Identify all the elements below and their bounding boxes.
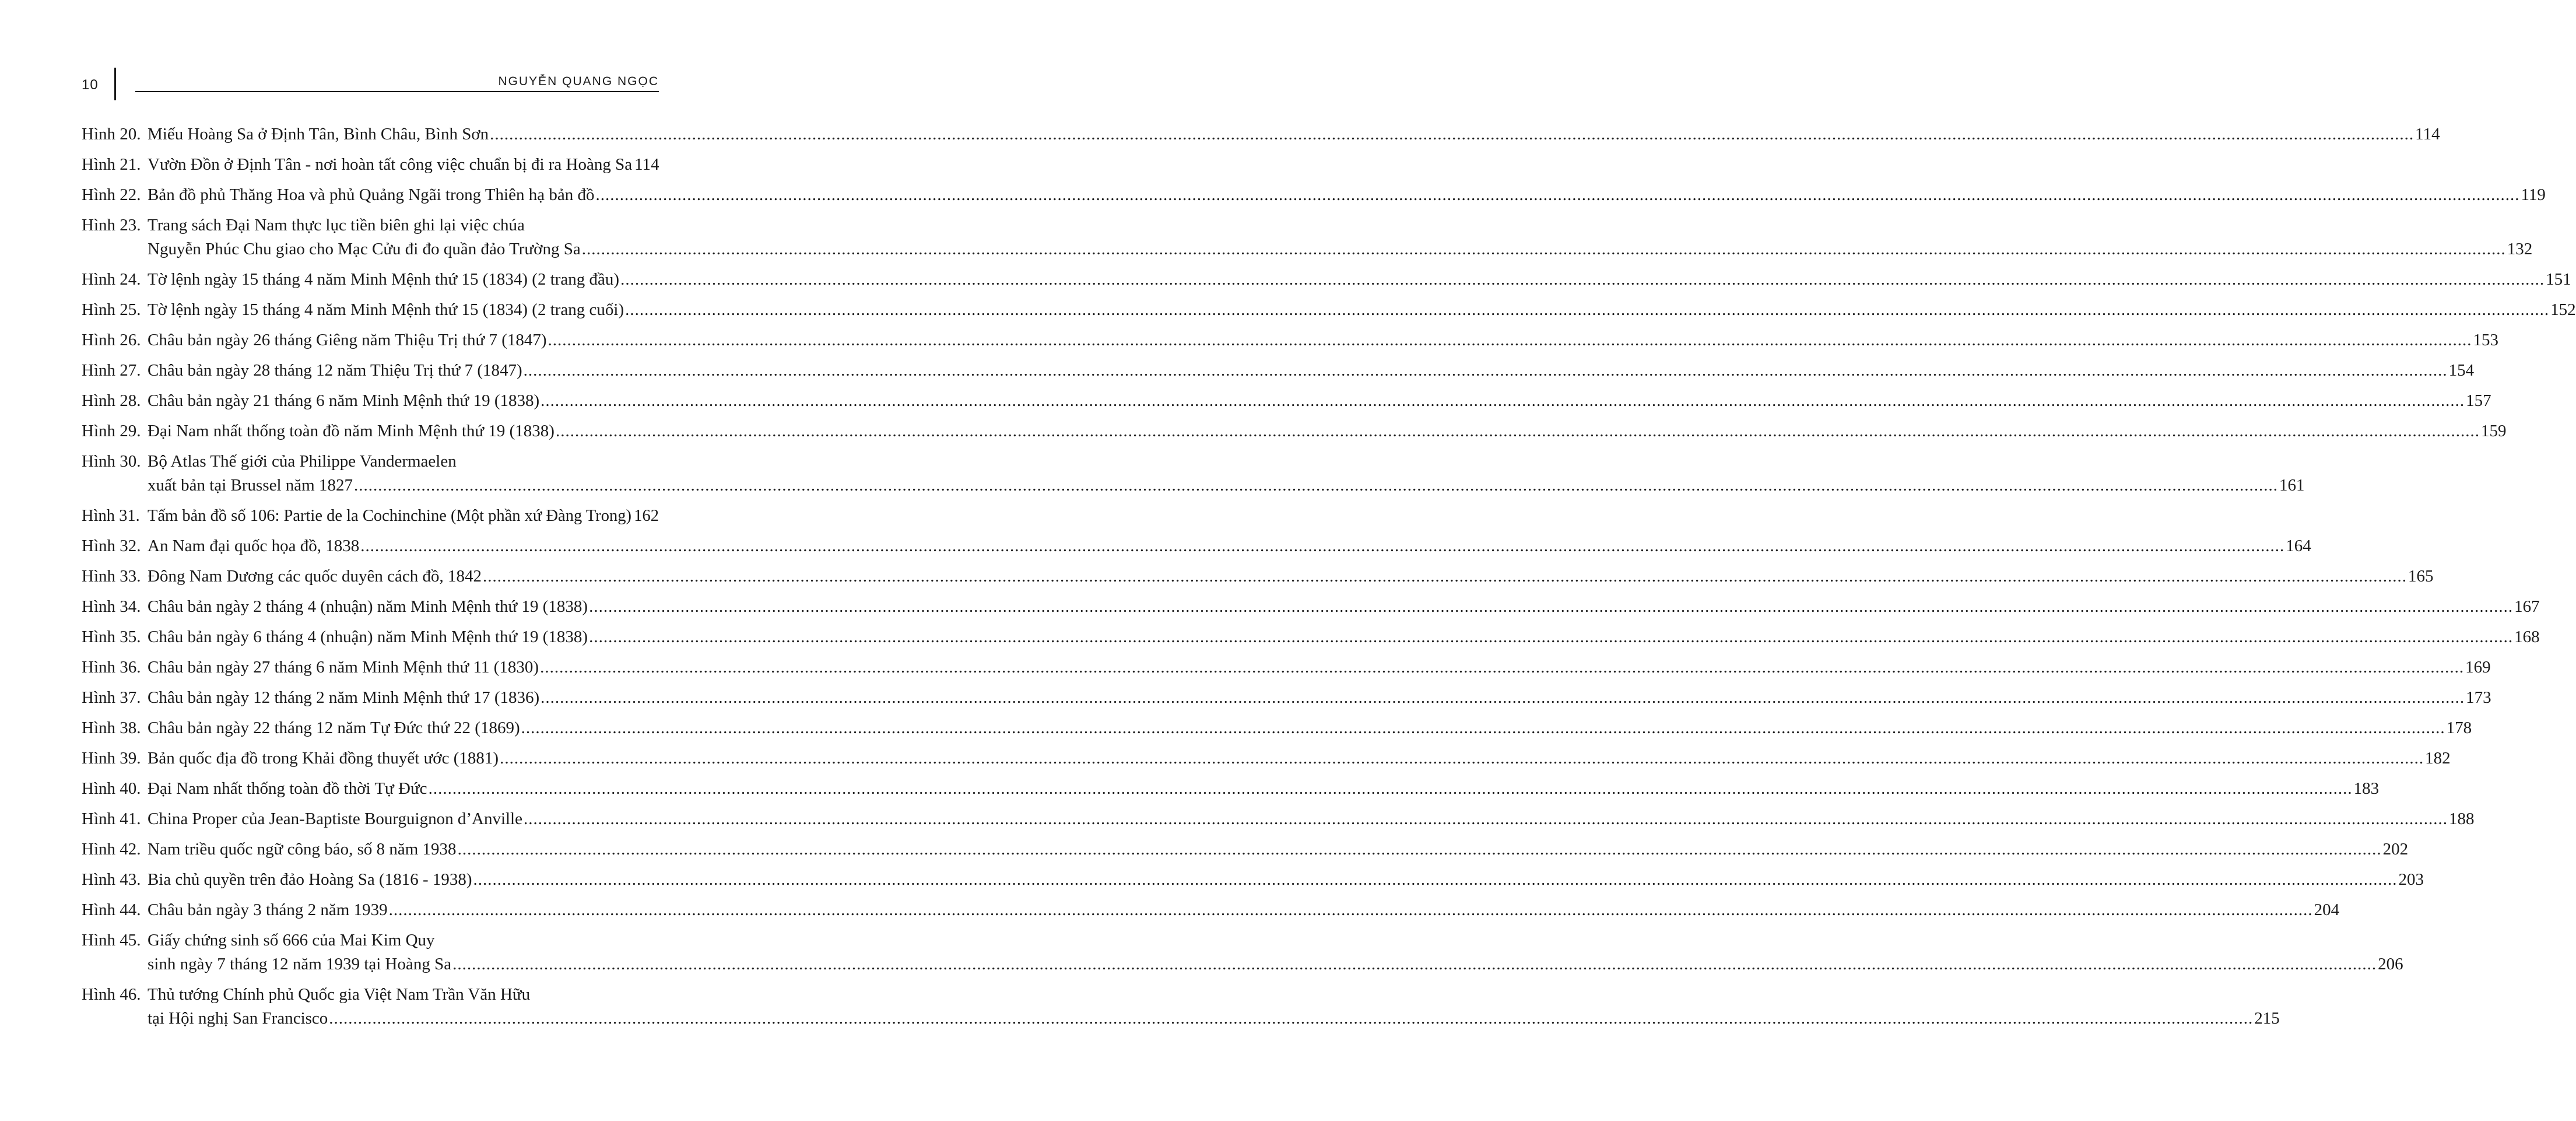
figure-entry-line: [82, 328, 2499, 352]
figure-entry: [82, 183, 2546, 207]
figure-entry: [82, 389, 2491, 413]
figure-label: Hình 25.: [82, 300, 141, 319]
figure-label: Hình 39.: [82, 749, 141, 768]
figure-entry: [82, 153, 659, 177]
figure-label: Hình 40.: [82, 779, 141, 798]
figure-title: Trang sách Đại Nam thực lục tiền biên ghi lại việc chúa: [148, 216, 525, 234]
figure-entry-line: [82, 122, 2440, 146]
figure-entry-line: [82, 298, 2576, 322]
figure-entry: [82, 504, 659, 528]
figure-page-number: 152: [2550, 300, 2576, 319]
figure-entry-line: [82, 450, 659, 474]
figure-entry-line: [82, 213, 659, 237]
header-horizontal-rule: [135, 91, 659, 92]
leader-dots: ................................................................................................................................................................................................................................................................................................................................................................................................................: [483, 567, 2407, 586]
figure-entry-line: [82, 504, 659, 528]
figure-page-number: 154: [2448, 361, 2475, 380]
figure-entry: [82, 534, 2311, 558]
figure-page-number: 182: [2425, 749, 2451, 768]
leader-dots: ................................................................................................................................................................................................................................................................................................................................................................................................................: [353, 476, 2278, 495]
figure-title: Bia chủ quyền trên đảo Hoàng Sa (1816 - 1938): [148, 870, 472, 889]
figure-label: Hình 24.: [82, 270, 141, 289]
figure-label: Hình 30.: [82, 452, 141, 471]
header-vertical-rule: [114, 68, 116, 100]
figure-title: Châu bản ngày 27 tháng 6 năm Minh Mệnh thứ 11 (1830): [148, 658, 539, 677]
figure-entry: [82, 359, 2475, 383]
figure-title: Miếu Hoàng Sa ở Định Tân, Bình Châu, Bình Sơn: [148, 125, 489, 143]
figure-page-number: 114: [2415, 125, 2440, 143]
figure-title: Châu bản ngày 21 tháng 6 năm Minh Mệnh thứ 19 (1838): [148, 391, 540, 410]
figure-entry-line: [82, 868, 2424, 892]
figure-title: Đại Nam nhất thống toàn đồ năm Minh Mệnh thứ 19 (1838): [148, 422, 554, 440]
figure-entry-line: [82, 952, 2403, 976]
figure-entry: [82, 213, 2533, 261]
figure-page-number: 204: [2314, 901, 2340, 919]
figure-title: Vườn Đồn ở Định Tân - nơi hoàn tất công việc chuẩn bị đi ra Hoàng Sa: [148, 155, 633, 174]
leader-dots: ................................................................................................................................................................................................................................................................................................................................................................................................................: [523, 361, 2448, 380]
leader-dots: ................................................................................................................................................................................................................................................................................................................................................................................................................: [457, 840, 2382, 859]
figure-entry: [82, 898, 2340, 922]
figure-entry-line: [82, 183, 2546, 207]
figure-label: Hình 34.: [82, 597, 141, 616]
leader-dots: ................................................................................................................................................................................................................................................................................................................................................................................................................: [500, 749, 2424, 768]
figure-entry-line: [82, 656, 2491, 679]
figure-title: Đông Nam Dương các quốc duyên cách đồ, 1842: [148, 567, 482, 586]
leader-dots: ................................................................................................................................................................................................................................................................................................................................................................................................................: [555, 422, 2480, 440]
figure-label: Hình 26.: [82, 331, 141, 349]
figure-entry-line: [82, 153, 659, 177]
figure-entry-line: [82, 777, 2380, 801]
figure-page-number: 119: [2521, 185, 2546, 204]
figure-title: China Proper của Jean-Baptiste Bourguignon d’Anville: [148, 810, 522, 828]
figure-entry: [82, 595, 2540, 619]
figure-entry-line: [82, 389, 2491, 413]
page-number: 10: [82, 77, 99, 93]
figure-title: Bản quốc địa đồ trong Khải đồng thuyết ước (1881): [148, 749, 499, 768]
figure-entry-line: [82, 686, 2491, 710]
figure-title: Tờ lệnh ngày 15 tháng 4 năm Minh Mệnh thứ 15 (1834) (2 trang cuối): [148, 300, 624, 319]
figure-page-number: 161: [2279, 476, 2305, 495]
figure-page-number: 206: [2378, 955, 2403, 973]
running-head-author: NGUYỄN QUANG NGỌC: [498, 75, 659, 88]
figure-entry-line: [82, 359, 2475, 383]
figure-entry-line: [82, 625, 2540, 649]
leader-dots: ................................................................................................................................................................................................................................................................................................................................................................................................................: [360, 537, 2285, 555]
figure-label: Hình 33.: [82, 567, 141, 586]
figure-label: Hình 22.: [82, 185, 141, 204]
figure-title: sinh ngày 7 tháng 12 năm 1939 tại Hoàng Sa: [148, 955, 452, 973]
leader-dots: ................................................................................................................................................................................................................................................................................................................................................................................................................: [620, 270, 2545, 289]
leader-dots: ................................................................................................................................................................................................................................................................................................................................................................................................................: [388, 901, 2313, 919]
figure-title: Thủ tướng Chính phủ Quốc gia Việt Nam Trần Văn Hữu: [148, 985, 531, 1004]
figure-entry-line: [82, 1007, 2280, 1031]
figure-label: Hình 35.: [82, 628, 141, 646]
figure-entry-line: [82, 419, 2507, 443]
figure-entry: [82, 122, 2440, 146]
figure-page-number: 168: [2514, 628, 2540, 646]
figure-entry-line: [82, 807, 2475, 831]
figure-title: Châu bản ngày 26 tháng Giêng năm Thiệu Trị thứ 7 (1847): [148, 331, 547, 349]
figure-label: Hình 29.: [82, 422, 141, 440]
leader-dots: ................................................................................................................................................................................................................................................................................................................................................................................................................: [523, 810, 2448, 828]
figure-label: Hình 41.: [82, 810, 141, 828]
figure-page-number: 215: [2254, 1009, 2280, 1028]
figure-title: Bản đồ phủ Thăng Hoa và phủ Quảng Ngãi trong Thiên hạ bản đồ: [148, 185, 595, 204]
figure-entry: [82, 807, 2475, 831]
figure-entry: [82, 450, 2305, 498]
figure-entry: [82, 656, 2491, 679]
figure-entry: [82, 838, 2409, 861]
figure-page-number: 151: [2546, 270, 2571, 289]
figure-label: Hình 45.: [82, 931, 141, 950]
figure-page-number: 167: [2514, 597, 2540, 616]
figure-page-number: 164: [2286, 537, 2311, 555]
figure-entry-line: [82, 983, 659, 1007]
leader-dots: ................................................................................................................................................................................................................................................................................................................................................................................................................: [541, 688, 2465, 707]
leader-dots: ................................................................................................................................................................................................................................................................................................................................................................................................................: [541, 391, 2465, 410]
figure-entry-line: [82, 929, 659, 952]
figure-page-number: 165: [2408, 567, 2434, 586]
figure-entry-line: [82, 268, 2571, 292]
figure-entry: [82, 298, 2576, 322]
figure-title: Nam triều quốc ngữ công báo, số 8 năm 1938: [148, 840, 457, 859]
figure-entry: [82, 565, 2434, 588]
figure-title: xuất bản tại Brussel năm 1827: [148, 476, 353, 495]
leader-dots: ................................................................................................................................................................................................................................................................................................................................................................................................................: [428, 779, 2353, 798]
page-header: [82, 71, 659, 100]
figure-entry: [82, 747, 2451, 770]
figure-label: Hình 38.: [82, 719, 141, 737]
figure-label: Hình 28.: [82, 391, 141, 410]
figure-title: Châu bản ngày 12 tháng 2 năm Minh Mệnh thứ 17 (1836): [148, 688, 540, 707]
figure-label: Hình 27.: [82, 361, 141, 380]
figure-label: Hình 23.: [82, 216, 141, 234]
figure-entry-line: [82, 474, 2305, 498]
figure-title: Châu bản ngày 2 tháng 4 (nhuận) năm Minh Mệnh thứ 19 (1838): [148, 597, 588, 616]
figure-title: Đại Nam nhất thống toàn đồ thời Tự Đức: [148, 779, 427, 798]
figure-title: Tấm bản đồ số 106: Partie de la Cochinchine (Một phần xứ Đàng Trong): [148, 507, 631, 525]
figure-entry-line: [82, 595, 2540, 619]
figure-entry: [82, 419, 2507, 443]
figure-page-number: 188: [2448, 810, 2475, 828]
figure-title: An Nam đại quốc họa đồ, 1838: [148, 537, 360, 555]
leader-dots: ................................................................................................................................................................................................................................................................................................................................................................................................................: [581, 240, 2506, 258]
figure-label: Hình 31.: [82, 507, 140, 525]
leader-dots: ................................................................................................................................................................................................................................................................................................................................................................................................................: [595, 185, 2520, 204]
leader-dots: ................................................................................................................................................................................................................................................................................................................................................................................................................: [625, 300, 2550, 319]
figure-entry: [82, 716, 2472, 740]
figure-page-number: 178: [2446, 719, 2472, 737]
figure-title: Tờ lệnh ngày 15 tháng 4 năm Minh Mệnh thứ 15 (1834) (2 trang đầu): [148, 270, 620, 289]
leader-dots: ................................................................................................................................................................................................................................................................................................................................................................................................................: [329, 1009, 2254, 1028]
figure-label: Hình 32.: [82, 537, 141, 555]
figure-title: Châu bản ngày 28 tháng 12 năm Thiệu Trị thứ 7 (1847): [148, 361, 522, 380]
figure-title: Bộ Atlas Thế giới của Philippe Vandermaelen: [148, 452, 457, 471]
figure-entry-line: [82, 565, 2434, 588]
figure-label: Hình 21.: [82, 155, 141, 174]
leader-dots: ................................................................................................................................................................................................................................................................................................................................................................................................................: [521, 719, 2445, 737]
figure-entry: [82, 686, 2491, 710]
figure-label: Hình 36.: [82, 658, 141, 677]
figure-entry: [82, 983, 2280, 1031]
figure-label: Hình 20.: [82, 125, 141, 143]
leader-dots: ................................................................................................................................................................................................................................................................................................................................................................................................................: [473, 870, 2398, 889]
figure-entry: [82, 328, 2499, 352]
list-of-figures: [82, 122, 2576, 1037]
figure-page-number: 114: [634, 155, 659, 174]
figure-entry-line: [82, 898, 2340, 922]
figure-page-number: 183: [2353, 779, 2380, 798]
figure-page-number: 203: [2398, 870, 2424, 889]
leader-dots: ................................................................................................................................................................................................................................................................................................................................................................................................................: [540, 658, 2465, 677]
figure-page-number: 162: [634, 507, 659, 525]
figure-label: Hình 46.: [82, 985, 141, 1004]
figure-entry: [82, 868, 2424, 892]
figure-entry: [82, 929, 2403, 976]
figure-entry: [82, 268, 2571, 292]
figure-label: Hình 42.: [82, 840, 141, 859]
figure-label: Hình 43.: [82, 870, 141, 889]
figure-entry: [82, 777, 2380, 801]
leader-dots: ................................................................................................................................................................................................................................................................................................................................................................................................................: [452, 955, 2377, 973]
figure-page-number: 169: [2465, 658, 2491, 677]
figure-entry-line: [82, 237, 2533, 261]
figure-label: Hình 44.: [82, 901, 141, 919]
leader-dots: ................................................................................................................................................................................................................................................................................................................................................................................................................: [548, 331, 2472, 349]
figure-title: Nguyễn Phúc Chu giao cho Mạc Cửu đi đo quần đảo Trường Sa: [148, 240, 581, 258]
figure-title: Châu bản ngày 3 tháng 2 năm 1939: [148, 901, 388, 919]
figure-entry-line: [82, 747, 2451, 770]
figure-entry-line: [82, 716, 2472, 740]
leader-dots: ................................................................................................................................................................................................................................................................................................................................................................................................................: [490, 125, 2414, 143]
figure-entry: [82, 625, 2540, 649]
figure-title: Châu bản ngày 22 tháng 12 năm Tự Đức thứ 22 (1869): [148, 719, 520, 737]
figure-entry-line: [82, 838, 2409, 861]
figure-page-number: 132: [2507, 240, 2533, 258]
leader-dots: ................................................................................................................................................................................................................................................................................................................................................................................................................: [589, 628, 2514, 646]
figure-entry-line: [82, 534, 2311, 558]
figure-page-number: 202: [2382, 840, 2409, 859]
figure-page-number: 159: [2480, 422, 2507, 440]
figure-title: tại Hội nghị San Francisco: [148, 1009, 328, 1028]
figure-page-number: 157: [2466, 391, 2491, 410]
figure-label: Hình 37.: [82, 688, 141, 707]
figure-title: Châu bản ngày 6 tháng 4 (nhuận) năm Minh Mệnh thứ 19 (1838): [148, 628, 588, 646]
figure-page-number: 153: [2473, 331, 2499, 349]
figure-page-number: 173: [2466, 688, 2491, 707]
leader-dots: ................................................................................................................................................................................................................................................................................................................................................................................................................: [589, 597, 2514, 616]
figure-title: Giấy chứng sinh số 666 của Mai Kim Quy: [148, 931, 435, 950]
